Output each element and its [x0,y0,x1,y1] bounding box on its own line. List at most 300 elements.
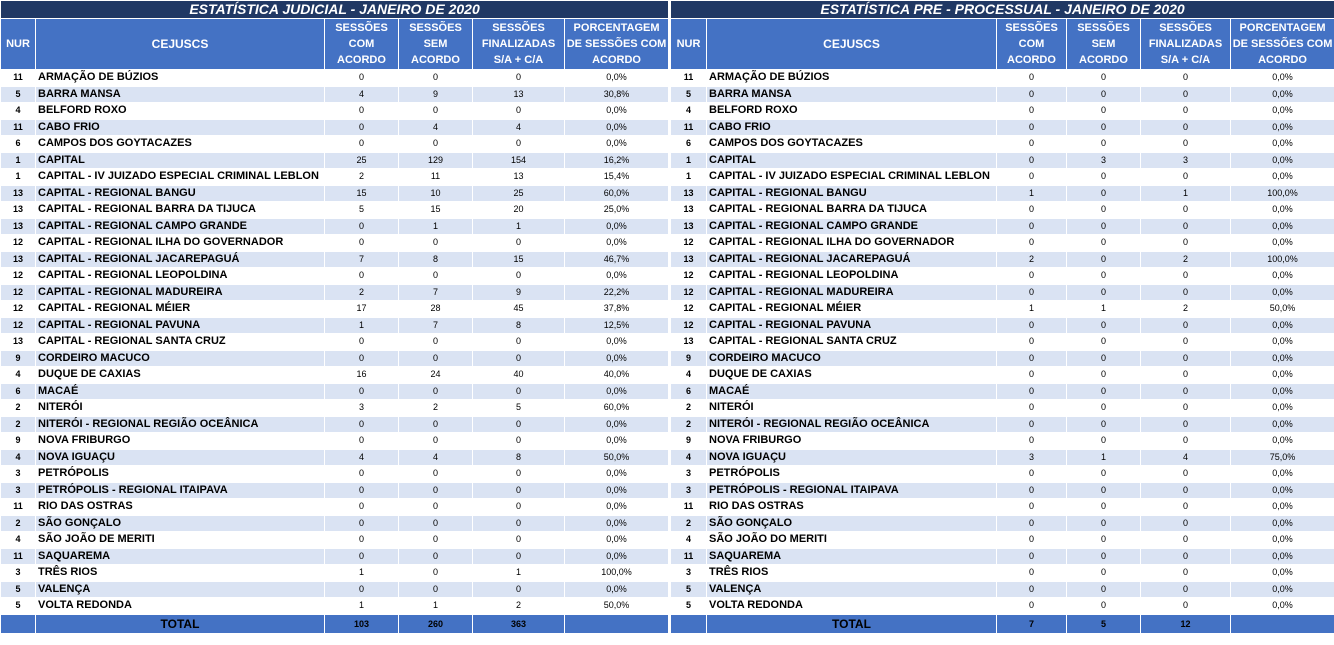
finalizadas-cell: 40 [473,367,565,384]
total-com-acordo: 7 [997,614,1067,633]
nur-cell: 1 [671,169,707,186]
porcentagem-cell: 0,0% [1231,598,1334,615]
nur-cell: 12 [1,317,36,334]
cejusc-name-cell: CAPITAL - REGIONAL JACAREPAGUÁ [36,251,325,268]
column-header-com-acordo: SESSÕES COM ACORDO [325,19,399,70]
porcentagem-cell: 0,0% [565,70,669,87]
sem-acordo-cell: 1 [1067,301,1141,318]
sem-acordo-cell: 0 [399,581,473,598]
cejusc-name-cell: RIO DAS OSTRAS [36,499,325,516]
finalizadas-cell: 0 [1141,235,1231,252]
nur-cell: 4 [1,532,36,549]
finalizadas-cell: 0 [1141,466,1231,483]
nur-cell: 5 [671,598,707,615]
com-acordo-cell: 2 [997,251,1067,268]
cejusc-name-cell: SAQUAREMA [36,548,325,565]
nur-cell: 2 [671,515,707,532]
nur-cell: 13 [1,202,36,219]
com-acordo-cell: 0 [997,268,1067,285]
cejusc-name-cell: CABO FRIO [36,119,325,136]
porcentagem-cell: 0,0% [1231,284,1334,301]
sem-acordo-cell: 0 [1067,334,1141,351]
sem-acordo-cell: 1 [1067,449,1141,466]
sem-acordo-cell: 0 [399,532,473,549]
com-acordo-cell: 3 [325,400,399,417]
cejusc-name-cell: CAPITAL [707,152,997,169]
nur-cell: 1 [1,169,36,186]
nur-cell: 9 [671,433,707,450]
cejusc-name-cell: CAPITAL - REGIONAL LEOPOLDINA [36,268,325,285]
sem-acordo-cell: 7 [399,284,473,301]
com-acordo-cell: 1 [325,598,399,615]
com-acordo-cell: 0 [997,284,1067,301]
cejusc-name-cell: CAPITAL - REGIONAL MADUREIRA [36,284,325,301]
sem-acordo-cell: 15 [399,202,473,219]
finalizadas-cell: 0 [1141,598,1231,615]
com-acordo-cell: 2 [325,169,399,186]
cejusc-name-cell: CAPITAL - REGIONAL ILHA DO GOVERNADOR [707,235,997,252]
finalizadas-cell: 13 [473,86,565,103]
finalizadas-cell: 154 [473,152,565,169]
porcentagem-cell: 0,0% [1231,317,1334,334]
porcentagem-cell: 0,0% [1231,565,1334,582]
total-sem-acordo: 260 [399,614,473,633]
cejusc-name-cell: VALENÇA [707,581,997,598]
com-acordo-cell: 0 [325,433,399,450]
com-acordo-cell: 0 [325,499,399,516]
finalizadas-cell: 0 [1141,515,1231,532]
sem-acordo-cell: 0 [1067,251,1141,268]
nur-cell: 2 [1,416,36,433]
sem-acordo-cell: 129 [399,152,473,169]
nur-cell: 1 [1,152,36,169]
porcentagem-cell: 0,0% [565,350,669,367]
porcentagem-cell: 0,0% [1231,400,1334,417]
com-acordo-cell: 0 [997,218,1067,235]
com-acordo-cell: 2 [325,284,399,301]
finalizadas-cell: 3 [1141,152,1231,169]
nur-cell: 3 [1,482,36,499]
cejusc-name-cell: CORDEIRO MACUCO [36,350,325,367]
porcentagem-cell: 100,0% [1231,185,1334,202]
nur-cell: 2 [671,400,707,417]
finalizadas-cell: 0 [1141,482,1231,499]
finalizadas-cell: 0 [473,433,565,450]
com-acordo-cell: 0 [997,103,1067,120]
finalizadas-cell: 2 [1141,301,1231,318]
cejusc-name-cell: NITERÓI - REGIONAL REGIÃO OCEÂNICA [707,416,997,433]
com-acordo-cell: 0 [997,202,1067,219]
porcentagem-cell: 50,0% [565,598,669,615]
finalizadas-cell: 0 [1141,334,1231,351]
nur-cell: 11 [1,499,36,516]
porcentagem-cell: 0,0% [1231,334,1334,351]
com-acordo-cell: 0 [325,548,399,565]
table-row [1,548,669,565]
finalizadas-cell: 0 [473,350,565,367]
nur-cell: 4 [1,367,36,384]
total-label: TOTAL [36,614,325,633]
sem-acordo-cell: 0 [1067,532,1141,549]
porcentagem-cell: 0,0% [565,103,669,120]
finalizadas-cell: 13 [473,169,565,186]
com-acordo-cell: 1 [325,317,399,334]
nur-cell: 6 [671,383,707,400]
sem-acordo-cell: 0 [1067,169,1141,186]
com-acordo-cell: 4 [325,86,399,103]
sem-acordo-cell: 24 [399,367,473,384]
finalizadas-cell: 0 [1141,136,1231,153]
porcentagem-cell: 0,0% [1231,268,1334,285]
total-com-acordo: 103 [325,614,399,633]
table-title: ESTATÍSTICA PRE - PROCESSUAL - JANEIRO DE 2020 [671,1,1334,19]
porcentagem-cell: 0,0% [1231,383,1334,400]
cejusc-name-cell: CAPITAL - REGIONAL CAMPO GRANDE [36,218,325,235]
cejusc-name-cell: NITERÓI [707,400,997,417]
porcentagem-cell: 0,0% [565,218,669,235]
com-acordo-cell: 0 [997,581,1067,598]
nur-cell: 4 [671,449,707,466]
finalizadas-cell: 0 [1141,350,1231,367]
table-row [671,350,1334,367]
com-acordo-cell: 4 [325,449,399,466]
porcentagem-cell: 37,8% [565,301,669,318]
table-row [1,515,669,532]
porcentagem-cell: 0,0% [565,334,669,351]
sem-acordo-cell: 0 [399,466,473,483]
com-acordo-cell: 0 [997,367,1067,384]
cejusc-name-cell: RIO DAS OSTRAS [707,499,997,516]
sem-acordo-cell: 0 [399,235,473,252]
cejusc-name-cell: MACAÉ [36,383,325,400]
sem-acordo-cell: 0 [1067,103,1141,120]
nur-cell: 5 [671,581,707,598]
sem-acordo-cell: 0 [399,268,473,285]
preprocessual-table [670,0,1334,634]
sem-acordo-cell: 0 [1067,515,1141,532]
cejusc-name-cell: MACAÉ [707,383,997,400]
nur-cell: 3 [671,482,707,499]
column-header-finalizadas: SESSÕES FINALIZADAS S/A + C/A [1141,19,1231,70]
porcentagem-cell: 0,0% [1231,86,1334,103]
nur-cell: 13 [1,334,36,351]
com-acordo-cell: 0 [997,317,1067,334]
column-header-nur: NUR [671,19,707,70]
porcentagem-cell: 50,0% [565,449,669,466]
porcentagem-cell: 0,0% [565,235,669,252]
sem-acordo-cell: 1 [399,218,473,235]
cejusc-name-cell: CAPITAL - IV JUIZADO ESPECIAL CRIMINAL LEBLON [36,169,325,186]
porcentagem-cell: 0,0% [1231,169,1334,186]
sem-acordo-cell: 8 [399,251,473,268]
table-row [671,449,1334,466]
cejusc-name-cell: BARRA MANSA [36,86,325,103]
sem-acordo-cell: 0 [399,136,473,153]
table-row [671,136,1334,153]
porcentagem-cell: 0,0% [1231,499,1334,516]
sem-acordo-cell: 0 [1067,136,1141,153]
nur-cell: 6 [1,136,36,153]
finalizadas-cell: 8 [473,449,565,466]
com-acordo-cell: 0 [997,334,1067,351]
sem-acordo-cell: 0 [1067,284,1141,301]
table-title: ESTATÍSTICA JUDICIAL - JANEIRO DE 2020 [1,1,669,19]
finalizadas-cell: 0 [1141,383,1231,400]
cejusc-name-cell: CAPITAL - REGIONAL LEOPOLDINA [707,268,997,285]
porcentagem-cell: 0,0% [565,581,669,598]
nur-cell: 6 [671,136,707,153]
cejusc-name-cell: SÃO GONÇALO [36,515,325,532]
com-acordo-cell: 0 [325,235,399,252]
porcentagem-cell: 0,0% [1231,416,1334,433]
com-acordo-cell: 0 [997,515,1067,532]
com-acordo-cell: 0 [325,119,399,136]
sem-acordo-cell: 10 [399,185,473,202]
table-row [671,119,1334,136]
cejusc-name-cell: CAPITAL - REGIONAL BARRA DA TIJUCA [707,202,997,219]
cejusc-name-cell: TRÊS RIOS [707,565,997,582]
com-acordo-cell: 0 [997,136,1067,153]
com-acordo-cell: 0 [325,268,399,285]
finalizadas-cell: 1 [473,218,565,235]
finalizadas-cell: 0 [1141,86,1231,103]
cejusc-name-cell: BARRA MANSA [707,86,997,103]
porcentagem-cell: 16,2% [565,152,669,169]
nur-cell: 13 [1,251,36,268]
finalizadas-cell: 0 [1141,499,1231,516]
porcentagem-cell: 40,0% [565,367,669,384]
table-row [1,400,669,417]
column-header-porcentagem: PORCENTAGEM DE SESSÕES COM ACORDO [565,19,669,70]
column-header-porcentagem: PORCENTAGEM DE SESSÕES COM ACORDO [1231,19,1334,70]
table-row [671,416,1334,433]
finalizadas-cell: 0 [1141,70,1231,87]
finalizadas-cell: 15 [473,251,565,268]
table-row [671,103,1334,120]
finalizadas-cell: 0 [1141,218,1231,235]
sem-acordo-cell: 4 [399,449,473,466]
porcentagem-cell: 0,0% [1231,218,1334,235]
finalizadas-cell: 0 [473,466,565,483]
nur-cell: 13 [671,251,707,268]
cejusc-name-cell: NOVA FRIBURGO [707,433,997,450]
table-row [671,515,1334,532]
cejusc-name-cell: CAMPOS DOS GOYTACAZES [707,136,997,153]
com-acordo-cell: 0 [997,499,1067,516]
porcentagem-cell: 0,0% [565,136,669,153]
porcentagem-cell: 30,8% [565,86,669,103]
sem-acordo-cell: 0 [399,499,473,516]
table-row [671,169,1334,186]
finalizadas-cell: 0 [1141,119,1231,136]
table-row [671,284,1334,301]
table-row [1,482,669,499]
table-row [1,185,669,202]
table-row [671,433,1334,450]
table-row [1,152,669,169]
sem-acordo-cell: 0 [399,548,473,565]
table-row [671,400,1334,417]
column-header-sem-acordo: SESSÕES SEM ACORDO [399,19,473,70]
nur-cell: 4 [671,367,707,384]
porcentagem-cell: 0,0% [565,416,669,433]
nur-cell: 13 [671,185,707,202]
total-row [1,614,669,633]
cejusc-name-cell: NOVA IGUAÇU [36,449,325,466]
table-row [671,499,1334,516]
com-acordo-cell: 0 [325,350,399,367]
total-nur-cell [1,614,36,633]
finalizadas-cell: 0 [473,548,565,565]
table-row [1,169,669,186]
nur-cell: 5 [1,581,36,598]
nur-cell: 9 [1,350,36,367]
finalizadas-cell: 2 [473,598,565,615]
com-acordo-cell: 1 [997,185,1067,202]
table-row [1,433,669,450]
nur-cell: 12 [671,268,707,285]
table-row [1,70,669,87]
sem-acordo-cell: 0 [1067,367,1141,384]
finalizadas-cell: 0 [1141,169,1231,186]
sem-acordo-cell: 0 [1067,119,1141,136]
table-row [1,86,669,103]
com-acordo-cell: 0 [997,565,1067,582]
table-row [671,268,1334,285]
sem-acordo-cell: 3 [1067,152,1141,169]
porcentagem-cell: 25,0% [565,202,669,219]
nur-cell: 13 [671,334,707,351]
com-acordo-cell: 0 [325,416,399,433]
cejusc-name-cell: CAPITAL - REGIONAL CAMPO GRANDE [707,218,997,235]
sem-acordo-cell: 0 [1067,482,1141,499]
table-row [671,70,1334,87]
cejusc-name-cell: SÃO JOÃO DE MERITI [36,532,325,549]
porcentagem-cell: 0,0% [1231,350,1334,367]
cejusc-name-cell: PETRÓPOLIS [36,466,325,483]
com-acordo-cell: 0 [325,515,399,532]
finalizadas-cell: 0 [1141,548,1231,565]
cejusc-name-cell: CORDEIRO MACUCO [707,350,997,367]
cejusc-name-cell: SAQUAREMA [707,548,997,565]
table-row [671,235,1334,252]
table-row [1,235,669,252]
nur-cell: 2 [1,400,36,417]
sem-acordo-cell: 0 [1067,433,1141,450]
finalizadas-cell: 5 [473,400,565,417]
sem-acordo-cell: 0 [1067,218,1141,235]
total-sem-acordo: 5 [1067,614,1141,633]
com-acordo-cell: 7 [325,251,399,268]
nur-cell: 3 [671,565,707,582]
com-acordo-cell: 0 [997,466,1067,483]
porcentagem-cell: 50,0% [1231,301,1334,318]
finalizadas-cell: 0 [1141,532,1231,549]
com-acordo-cell: 0 [997,70,1067,87]
cejusc-name-cell: CAPITAL [36,152,325,169]
cejusc-name-cell: VOLTA REDONDA [707,598,997,615]
sem-acordo-cell: 0 [1067,383,1141,400]
cejusc-name-cell: PETRÓPOLIS - REGIONAL ITAIPAVA [707,482,997,499]
table-row [671,482,1334,499]
cejusc-name-cell: PETRÓPOLIS [707,466,997,483]
porcentagem-cell: 60,0% [565,185,669,202]
porcentagem-cell: 100,0% [1231,251,1334,268]
column-header-nur: NUR [1,19,36,70]
sem-acordo-cell: 0 [399,416,473,433]
nur-cell: 5 [671,86,707,103]
porcentagem-cell: 15,4% [565,169,669,186]
porcentagem-cell: 0,0% [1231,202,1334,219]
porcentagem-cell: 0,0% [1231,367,1334,384]
cejusc-name-cell: CAPITAL - REGIONAL MADUREIRA [707,284,997,301]
sem-acordo-cell: 0 [1067,235,1141,252]
sem-acordo-cell: 0 [1067,565,1141,582]
finalizadas-cell: 0 [473,103,565,120]
table-row [1,103,669,120]
finalizadas-cell: 0 [473,482,565,499]
finalizadas-cell: 1 [1141,185,1231,202]
table-row [671,548,1334,565]
sem-acordo-cell: 4 [399,119,473,136]
com-acordo-cell: 0 [325,581,399,598]
porcentagem-cell: 0,0% [565,268,669,285]
table-row [671,466,1334,483]
sem-acordo-cell: 0 [1067,350,1141,367]
sem-acordo-cell: 0 [1067,466,1141,483]
nur-cell: 12 [671,317,707,334]
sem-acordo-cell: 0 [1067,70,1141,87]
com-acordo-cell: 0 [325,136,399,153]
table-row [671,218,1334,235]
com-acordo-cell: 0 [997,400,1067,417]
sem-acordo-cell: 0 [1067,268,1141,285]
sem-acordo-cell: 0 [1067,86,1141,103]
porcentagem-cell: 0,0% [565,482,669,499]
cejusc-name-cell: CAPITAL - REGIONAL BANGU [36,185,325,202]
nur-cell: 12 [1,235,36,252]
column-header-cejuscs: CEJUSCS [707,19,997,70]
table-row [671,532,1334,549]
porcentagem-cell: 100,0% [565,565,669,582]
nur-cell: 13 [1,218,36,235]
porcentagem-cell: 0,0% [1231,466,1334,483]
finalizadas-cell: 20 [473,202,565,219]
sem-acordo-cell: 0 [1067,416,1141,433]
table-row [1,218,669,235]
sem-acordo-cell: 0 [399,565,473,582]
total-row [671,614,1334,633]
finalizadas-cell: 0 [1141,433,1231,450]
porcentagem-cell: 0,0% [1231,235,1334,252]
sem-acordo-cell: 0 [399,383,473,400]
cejusc-name-cell: NOVA IGUAÇU [707,449,997,466]
finalizadas-cell: 0 [1141,565,1231,582]
nur-cell: 3 [671,466,707,483]
nur-cell: 13 [671,218,707,235]
com-acordo-cell: 0 [997,350,1067,367]
finalizadas-cell: 0 [473,268,565,285]
com-acordo-cell: 25 [325,152,399,169]
com-acordo-cell: 0 [325,482,399,499]
finalizadas-cell: 0 [1141,103,1231,120]
sem-acordo-cell: 0 [399,482,473,499]
sem-acordo-cell: 0 [1067,499,1141,516]
total-finalizadas: 12 [1141,614,1231,633]
nur-cell: 12 [671,235,707,252]
sem-acordo-cell: 0 [399,334,473,351]
cejusc-name-cell: ARMAÇÃO DE BÚZIOS [36,70,325,87]
